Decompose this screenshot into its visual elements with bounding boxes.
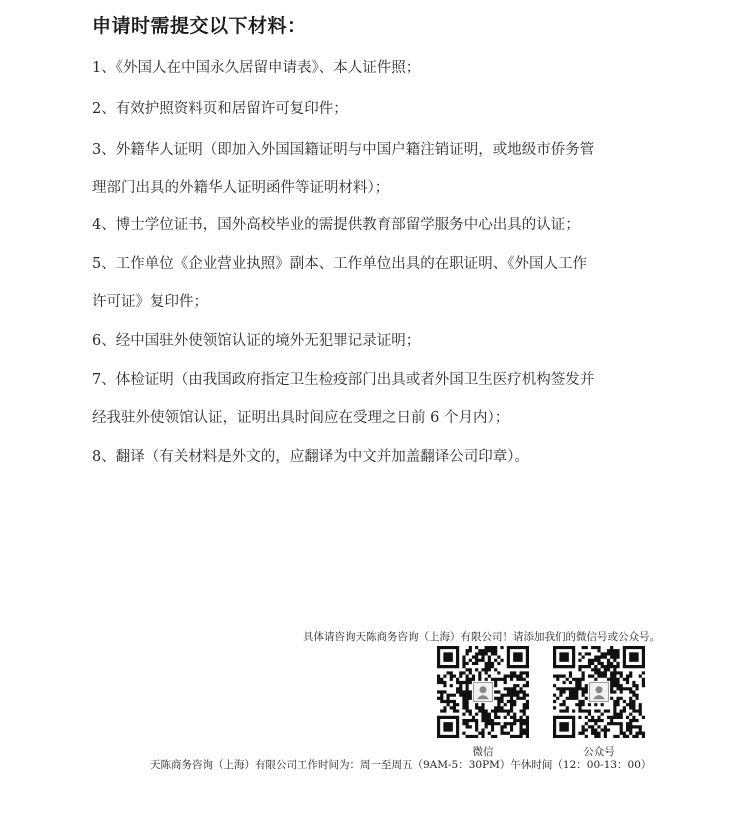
list-item-4: 4、博士学位证书，国外高校毕业的需提供教育部留学服务中心出具的认证； xyxy=(92,217,580,233)
official-account-qr-code-icon xyxy=(553,646,645,738)
official-account-qr-caption: 公众号 xyxy=(583,746,615,758)
list-item-2: 2、有效护照资料页和居留许可复印件； xyxy=(92,101,348,117)
list-item-5-cont: 许可证》复印件； xyxy=(92,294,208,310)
official-account-qr-block xyxy=(553,646,645,759)
list-item-3-cont: 理部门出具的外籍华人证明函件等证明材料）； xyxy=(92,180,390,196)
list-item-1: 1、《外国人在中国永久居留申请表》、本人证件照； xyxy=(92,60,421,76)
list-item-5: 5、工作单位《企业营业执照》副本、工作单位出具的在职证明、《外国人工作 xyxy=(92,256,587,272)
document-heading: 申请时需提交以下材料： xyxy=(92,15,307,37)
business-hours: 天陈商务咨询（上海）有限公司工作时间为：周一至周五（9AM-5：30PM）午休时间（12：00-13：00） xyxy=(150,759,652,771)
list-item-7-cont: 经我驻外使领馆认证，证明出具时间应在受理之日前 6 个月内）； xyxy=(92,410,510,426)
list-item-6: 6、经中国驻外使领馆认证的境外无犯罪记录证明； xyxy=(92,333,421,349)
contact-note: 具体请咨询天陈商务咨询（上海）有限公司！请添加我们的微信号或公众号。 xyxy=(303,631,660,643)
wechat-qr-code-icon xyxy=(437,646,529,738)
wechat-qr-caption: 微信 xyxy=(472,746,494,758)
list-item-3: 3、外籍华人证明（即加入外国国籍证明与中国户籍注销证明，或地级市侨务管 xyxy=(92,142,595,158)
list-item-7: 7、体检证明（由我国政府指定卫生检疫部门出具或者外国卫生医疗机构签发并 xyxy=(92,372,595,388)
wechat-qr-block xyxy=(437,646,529,759)
list-item-8: 8、翻译（有关材料是外文的，应翻译为中文并加盖翻译公司印章）。 xyxy=(92,449,529,465)
